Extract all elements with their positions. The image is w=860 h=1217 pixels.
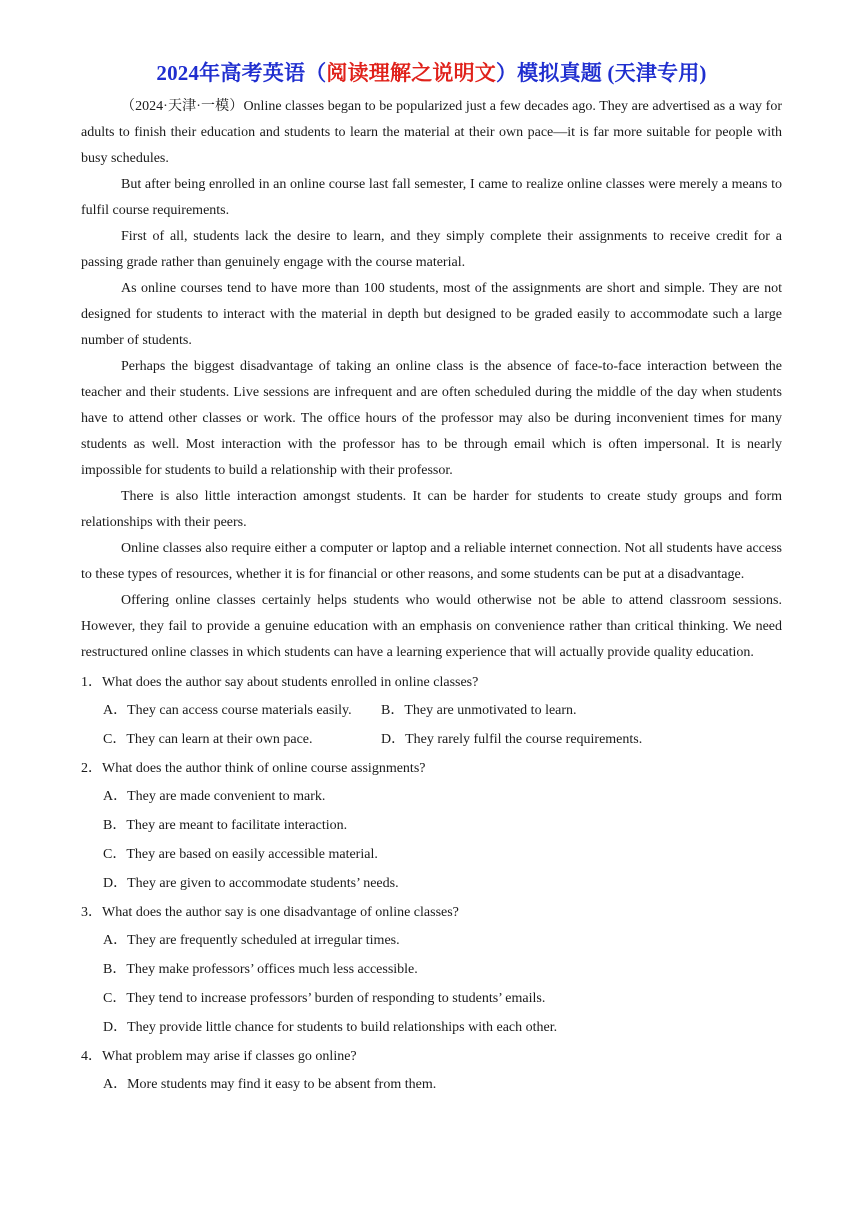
passage-paragraph: Perhaps the biggest disadvantage of taking an online class is the absence of face-to-face interaction between the teacher and their students. Live sessions are infrequent and are often scheduled during the middle of the day when students have to attend other classes or work. The office hours of the professor may also be during inconvenient times for many students as well. Most interaction with the professor has to be through email which is often impersonal. It is nearly impossible for students to build a relationship with their professor. — [81, 359, 782, 478]
passage-paragraph: There is also little interaction amongst students. It can be harder for students to create study groups and form relationships with their peers. — [81, 489, 782, 530]
passage-paragraph: （2024·天津·一模）Online classes began to be popularized just a few decades ago. They are advertised as a way for adults to finish their education and students to learn the material at their own pace—it is far more suitable for people with busy schedules. — [81, 99, 782, 166]
option-a[interactable]: A．They can access course materials easily. — [103, 703, 352, 718]
option-c[interactable]: C．They tend to increase professors’ burden of responding to students’ emails. — [103, 991, 546, 1006]
option-a[interactable]: A．They are frequently scheduled at irregular times. — [103, 933, 400, 948]
title-prefix: 2024年高考英语（ — [156, 61, 327, 85]
option-b[interactable]: B．They make professors’ offices much less accessible. — [103, 962, 418, 977]
option-a[interactable]: A．They are made convenient to mark. — [103, 789, 326, 804]
source-tag: （2024·天津·一模） — [121, 99, 244, 114]
passage-paragraph: As online courses tend to have more than 100 students, most of the assignments are short and simple. They are not designed for students to interact with the material in depth but designed to be graded easily to accommodate such a large number of students. — [81, 281, 782, 348]
option-d[interactable]: D．They are given to accommodate students’ needs. — [103, 876, 399, 891]
question-stem: 4．What problem may arise if classes go online? — [81, 1049, 357, 1064]
question-stem: 1．What does the author say about students enrolled in online classes? — [81, 675, 479, 690]
question-item — [81, 668, 782, 754]
option-row — [81, 696, 782, 725]
option-b[interactable]: B．They are meant to facilitate interaction. — [103, 818, 348, 833]
reading-passage — [81, 94, 782, 666]
option-b[interactable]: B．They are unmotivated to learn. — [381, 703, 577, 718]
option-row — [81, 725, 782, 754]
page-title — [81, 58, 782, 88]
option-d[interactable]: D．They rarely fulfil the course requirements. — [381, 732, 643, 747]
question-item — [81, 754, 782, 898]
title-highlight: 阅读理解之说明文 — [326, 61, 496, 85]
question-stem: 3．What does the author say is one disadvantage of online classes? — [81, 905, 459, 920]
passage-paragraph: First of all, students lack the desire to learn, and they simply complete their assignments to receive credit for a passing grade rather than genuinely engage with the course material. — [81, 229, 782, 270]
option-a[interactable]: A．More students may find it easy to be absent from them. — [103, 1077, 437, 1092]
option-c[interactable]: C．They can learn at their own pace. — [103, 732, 313, 747]
question-list — [81, 668, 782, 1099]
question-stem: 2．What does the author think of online course assignments? — [81, 761, 426, 776]
option-c[interactable]: C．They are based on easily accessible material. — [103, 847, 378, 862]
passage-paragraph: But after being enrolled in an online course last fall semester, I came to realize online classes were merely a means to fulfil course requirements. — [81, 177, 782, 218]
passage-paragraph: Offering online classes certainly helps students who would otherwise not be able to attend classroom sessions. However, they fail to provide a genuine education with an emphasis on convenience rather than critical thinking. We need restructured online classes in which students can have a learning experience that will actually provide quality education. — [81, 593, 782, 660]
option-d[interactable]: D．They provide little chance for students to build relationships with each other. — [103, 1020, 558, 1035]
title-suffix: ）模拟真题 (天津专用) — [495, 61, 707, 85]
passage-paragraph: Online classes also require either a computer or laptop and a reliable internet connection. Not all students have access to these types of resources, whether it is for financial or other reasons, and some students can be put at a disadvantage. — [81, 541, 782, 582]
question-item — [81, 898, 782, 1042]
question-item — [81, 1042, 782, 1099]
